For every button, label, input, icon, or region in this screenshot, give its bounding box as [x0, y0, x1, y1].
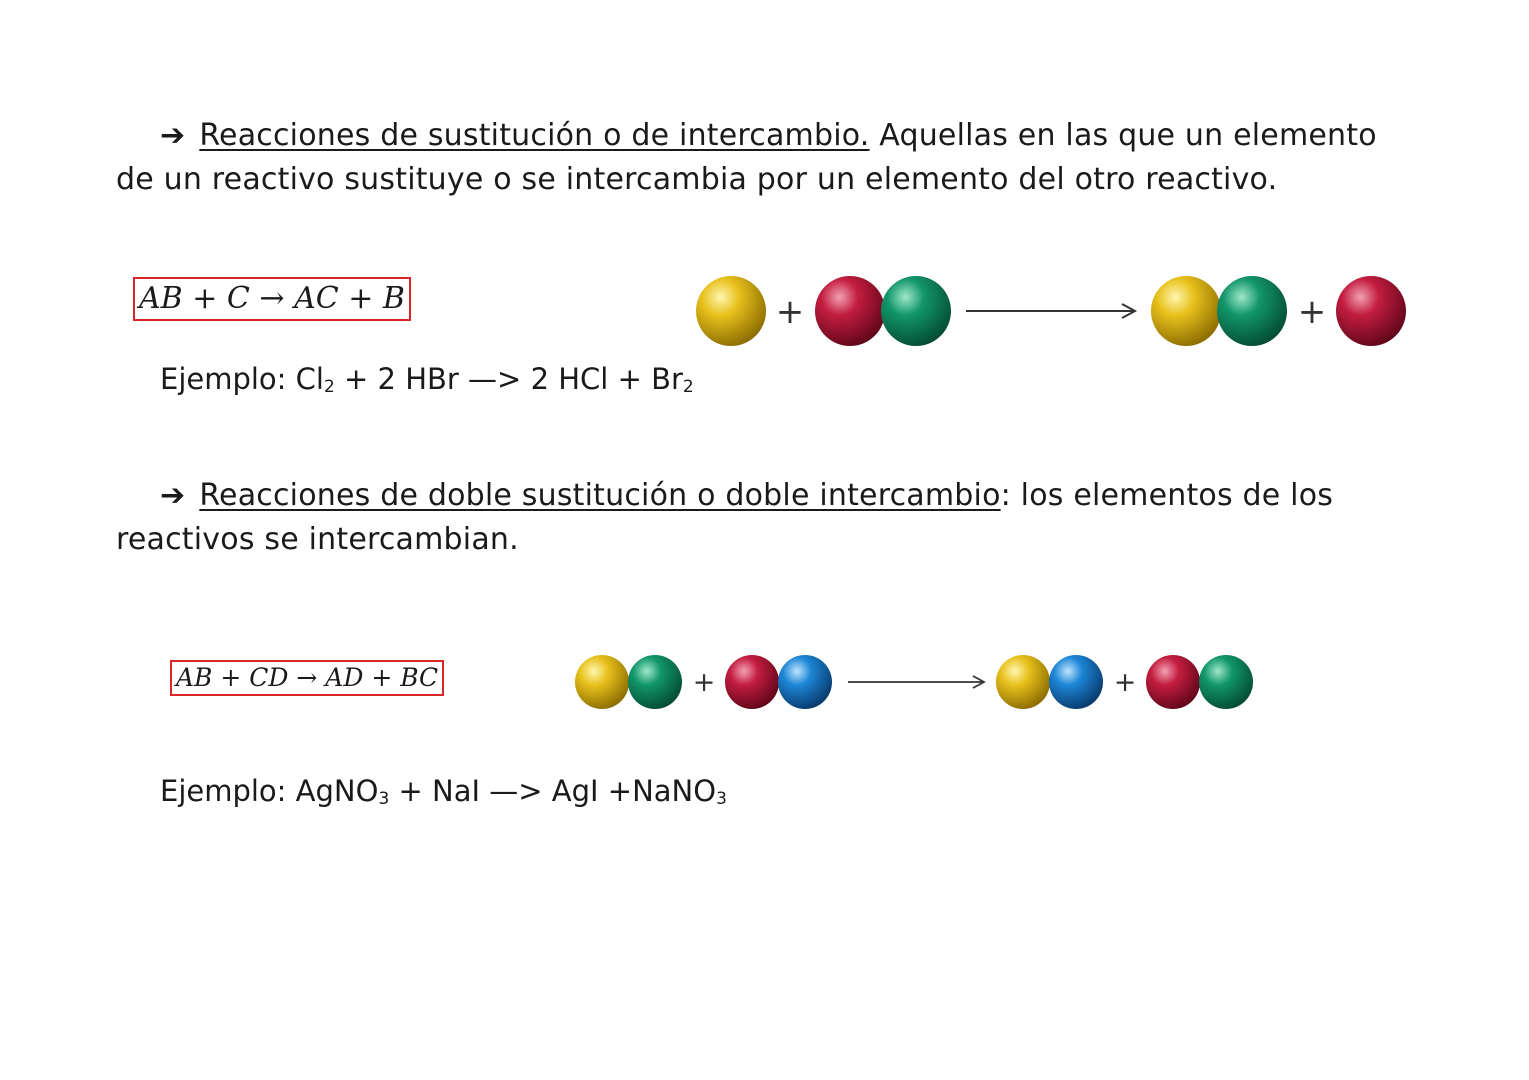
- sphere-blue: [778, 655, 832, 709]
- sphere-blue: [1049, 655, 1103, 709]
- sphere-yellow: [996, 655, 1050, 709]
- section2-paragraph: [116, 474, 1406, 562]
- section2-reaction-diagram: [570, 650, 1270, 714]
- sphere-red: [1146, 655, 1200, 709]
- section1-example: [160, 362, 694, 397]
- plus-sign: +: [1113, 667, 1137, 698]
- section1-reaction-diagram: [690, 268, 1420, 354]
- arrow-right-icon: ➔: [160, 478, 186, 513]
- section1-paragraph: [116, 114, 1406, 202]
- section2-text-line1: : los elementos de los: [1000, 478, 1334, 513]
- example-text: + 2 HBr —> 2 HCl + Br: [334, 362, 683, 396]
- section1-text-line2: de un reactivo sustituye o se intercambia por un elemento del otro reactivo.: [116, 162, 1278, 197]
- sphere-yellow: [575, 655, 629, 709]
- example-subscript: 3: [716, 789, 727, 809]
- arrow-right-icon: ➔: [160, 118, 186, 153]
- example-subscript: 3: [378, 789, 390, 809]
- plus-sign: +: [1297, 292, 1327, 332]
- sphere-green: [1199, 655, 1253, 709]
- sphere-yellow: [1151, 276, 1221, 346]
- sphere-red: [725, 655, 779, 709]
- section1-heading: Reacciones de sustitución o de intercambio.: [199, 118, 870, 153]
- sphere-green: [1217, 276, 1287, 346]
- section2-formula-box: AB + CD → AD + BC: [170, 660, 444, 696]
- example-subscript: 2: [682, 377, 694, 397]
- plus-sign: +: [692, 667, 716, 698]
- example-text: Ejemplo: AgNO: [160, 774, 379, 808]
- section2-text-line2: reactivos se intercambian.: [116, 522, 519, 557]
- plus-sign: +: [775, 292, 805, 332]
- sphere-red: [1336, 276, 1406, 346]
- example-text: Ejemplo: Cl: [160, 362, 324, 396]
- section2-heading: Reacciones de doble sustitución o doble intercambio: [199, 478, 1001, 513]
- example-subscript: 2: [323, 377, 335, 397]
- sphere-red: [815, 276, 885, 346]
- sphere-yellow: [696, 276, 766, 346]
- example-text: + NaI —> AgI +NaNO: [389, 774, 717, 808]
- section1-formula-box: AB + C → AC + B: [133, 277, 411, 321]
- sphere-green: [881, 276, 951, 346]
- section1-text-line1: Aquellas en las que un elemento: [869, 118, 1377, 153]
- section2-example: [160, 774, 727, 809]
- sphere-green: [628, 655, 682, 709]
